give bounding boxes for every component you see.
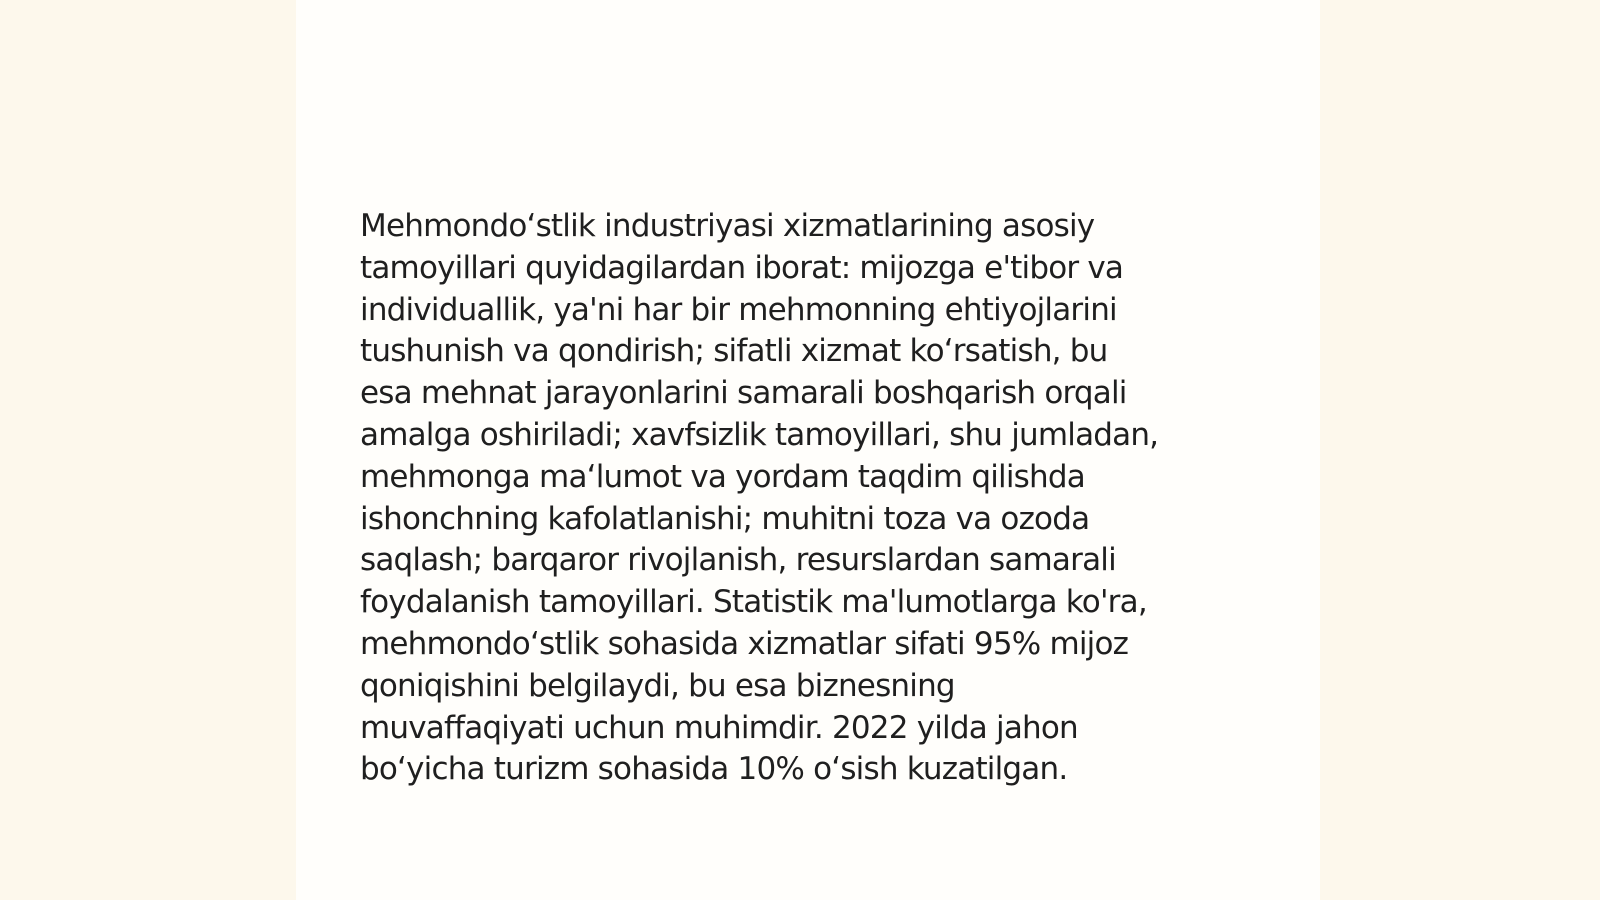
document-page [296,0,1320,900]
body-paragraph: Mehmondo‘stlik industriyasi xizmatlarining asosiy tamoyillari quyidagilardan iborat: mijozga e'tibor va individuallik, ya'ni har bir mehmonning ehtiyojlarini tushunish va qondirish; sifatli xizmat ko‘rsatish, bu esa mehnat jarayonlarini samarali boshqarish orqali amalga oshiriladi; xavfsizlik tamoyillari, shu jumladan, mehmonga ma‘lumot va yordam taqdim qilishda ishonchning kafolatlanishi; muhitni toza va ozoda saqlash; barqaror rivojlanish, resurslardan samarali foydalanish tamoyillari. Statistik ma'lumotlarga ko'ra, mehmondo‘stlik sohasida xizmatlar sifati 95% mijoz qoniqishini belgilaydi, bu esa biznesning muvaffaqiyati uchun muhimdir. 2022 yilda jahon bo‘yicha turizm sohasida 10% o‘sish kuzatilgan. [360,208,1159,788]
right-margin-panel [1320,0,1600,900]
left-margin-panel [0,0,296,900]
